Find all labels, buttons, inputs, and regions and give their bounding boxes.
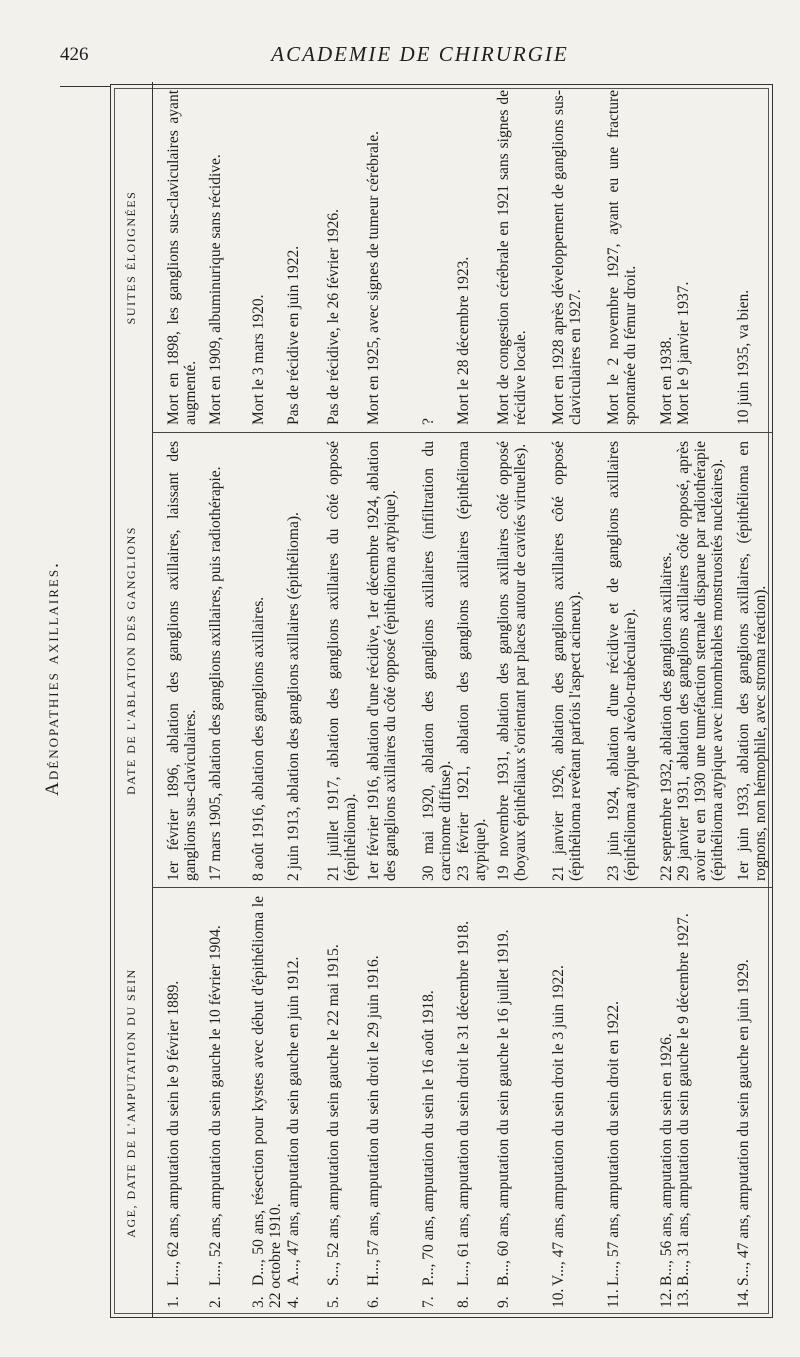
age-amputation-text: D..., 50 ans, résection pour kystes avec début d'épithélioma le 22 octobre 1910. (250, 896, 284, 1308)
age-amputation-text: B..., 56 ans, amputation du sein en 1926. (658, 1033, 675, 1286)
row-suites-cell: Mort de congestion cérébrale en 1921 sans signes de récidive locale. (495, 90, 529, 425)
age-amputation-text: P..., 70 ans, amputation du sein le 16 août 1918. (420, 990, 437, 1286)
row-ablation-cell: 21 janvier 1926, ablation des ganglions axillaires côté opposé (épithélioma revêtant parfois l'aspect acineux). (550, 441, 584, 881)
row-age-cell (285, 896, 302, 1308)
table-title: Adénopathies axillaires. (42, 561, 63, 796)
age-amputation-text: L..., 57 ans, amputation du sein droit en 1922. (605, 1001, 622, 1286)
row-suites-cell: Mort le 9 janvier 1937. (675, 281, 692, 425)
row-suites-cell: Pas de récidive, le 26 février 1926. (325, 208, 342, 425)
row-age-cell (735, 896, 752, 1308)
row-suites-cell: Mort en 1898, les ganglions sus-claviculaires ayant augmenté. (165, 90, 199, 425)
row-age-cell (675, 896, 692, 1308)
row-ablation-cell: 8 août 1916, ablation des ganglions axillaires. (250, 596, 267, 881)
age-amputation-text: L..., 52 ans, amputation du sein gauche le 10 février 1904. (207, 925, 224, 1286)
column-divider-1 (152, 887, 772, 888)
row-age-cell (207, 896, 224, 1308)
row-age-cell (455, 896, 472, 1308)
row-suites-cell: Mort le 28 décembre 1923. (455, 256, 472, 425)
row-number: 9. (495, 1296, 512, 1308)
row-ablation-cell: 29 janvier 1931, ablation des ganglions axillaires côté opposé, après avoir eu en 1930 une tuméfaction sternale disparue par radiothérapie (épithélioma atypique avec innombrables monstruosités nucléaires). (675, 441, 726, 881)
row-number: 2. (207, 1296, 224, 1308)
row-ablation-cell: 19 novembre 1931, ablation des ganglions axillaires côté opposé (boyaux épithéliaux s'orientant par places autour de cavités virtuelles). (495, 441, 529, 881)
age-amputation-text: V..., 47 ans, amputation du sein droit le 3 juin 1922. (550, 965, 567, 1286)
table-title-block (30, 0, 110, 1357)
age-amputation-text: H..., 57 ans, amputation du sein droit le 29 juin 1916. (365, 955, 382, 1286)
row-suites-cell: ? (420, 418, 437, 425)
row-suites-cell: Mort le 2 novembre 1927, ayant eu une fracture spontanée du fémur droit. (605, 90, 639, 425)
age-amputation-text: L..., 61 ans, amputation du sein droit le 31 décembre 1918. (455, 920, 472, 1286)
row-number: 13. (675, 1288, 692, 1308)
table-header-row (110, 82, 152, 1318)
row-ablation-cell: 21 juillet 1917, ablation des ganglions axillaires du côté opposé (épithélioma). (325, 441, 359, 881)
row-age-cell (250, 896, 284, 1308)
row-age-cell (550, 896, 567, 1308)
row-suites-cell: 10 juin 1935, va bien. (735, 289, 752, 425)
page-header (60, 40, 750, 80)
age-amputation-text: A..., 47 ans, amputation du sein gauche en juin 1912. (285, 956, 302, 1286)
row-suites-cell: Mort en 1938. (658, 336, 675, 425)
row-ablation-cell: 22 septembre 1932, ablation des ganglions axillaires. (658, 552, 675, 881)
row-suites-cell: Pas de récidive en juin 1922. (285, 245, 302, 425)
row-number: 6. (365, 1296, 382, 1308)
header-suites: SUITES ÉLOIGNÉES (124, 190, 138, 325)
row-age-cell (605, 896, 622, 1308)
header-age: AGE, DATE DE L'AMPUTATION DU SEIN (124, 968, 138, 1238)
row-suites-cell: Mort en 1928 après développement de ganglions sus-claviculaires en 1927. (550, 90, 584, 425)
row-number: 5. (325, 1296, 342, 1308)
row-number: 12. (658, 1288, 675, 1308)
row-number: 8. (455, 1296, 472, 1308)
running-head: ACADEMIE DE CHIRURGIE (271, 42, 569, 66)
row-age-cell (658, 896, 675, 1308)
row-number: 4. (285, 1296, 302, 1308)
row-ablation-cell: 1er février 1896, ablation des ganglions axillaires, laissant des ganglions sus-claviculaires. (165, 441, 199, 881)
row-ablation-cell: 23 février 1921, ablation des ganglions axillaires (épithélioma atypique). (455, 441, 489, 881)
age-amputation-text: B..., 31 ans, amputation du sein gauche le 9 décembre 1927. (675, 913, 692, 1286)
header-ablation: DATE DE L'ABLATION DES GANGLIONS (124, 526, 138, 795)
row-ablation-cell: 23 juin 1924, ablation d'une récidive et de ganglions axillaires (épithélioma atypique alvéolo-trabéculaire). (605, 441, 639, 881)
rotated-table (110, 82, 775, 1318)
row-number: 7. (420, 1296, 437, 1308)
row-suites-cell: Mort le 3 mars 1920. (250, 294, 267, 425)
age-amputation-text: B..., 60 ans, amputation du sein gauche le 16 juillet 1919. (495, 929, 512, 1286)
page-number: 426 (60, 44, 89, 65)
header-divider (152, 82, 153, 1318)
age-amputation-text: S..., 47 ans, amputation du sein gauche en juin 1929. (735, 959, 752, 1286)
column-divider-2 (152, 432, 772, 433)
row-number: 3. (250, 1296, 267, 1308)
row-ablation-cell: 30 mai 1920, ablation des ganglions axillaires (infiltration du carcinome diffuse). (420, 441, 454, 881)
age-amputation-text: L..., 62 ans, amputation du sein le 9 février 1889. (165, 980, 182, 1286)
row-number: 11. (605, 1289, 622, 1308)
row-ablation-cell: 1er février 1916, ablation d'une récidive, 1er décembre 1924, ablation des ganglions axillaires du côté opposé (épithélioma atypique). (365, 441, 399, 881)
row-ablation-cell: 17 mars 1905, ablation des ganglions axillaires, puis radiothérapie. (207, 466, 224, 881)
row-age-cell (365, 896, 382, 1308)
row-ablation-cell: 1er juin 1933, ablation des ganglions axillaires, (épithélioma en rognons, non hémophile, avec stroma réaction). (735, 441, 769, 881)
row-suites-cell: Mort en 1925, avec signes de tumeur cérébrale. (365, 131, 382, 425)
row-ablation-cell: 2 juin 1913, ablation des ganglions axillaires (épithélioma). (285, 512, 302, 881)
row-number: 14. (735, 1288, 752, 1308)
row-suites-cell: Mort en 1909, albuminurique sans récidive. (207, 154, 224, 425)
row-age-cell (165, 896, 182, 1308)
row-number: 1. (165, 1296, 182, 1308)
row-number: 10. (550, 1288, 567, 1308)
age-amputation-text: S..., 52 ans, amputation du sein gauche le 22 mai 1915. (325, 944, 342, 1286)
row-age-cell (325, 896, 342, 1308)
row-age-cell (420, 896, 437, 1308)
row-age-cell (495, 896, 512, 1308)
